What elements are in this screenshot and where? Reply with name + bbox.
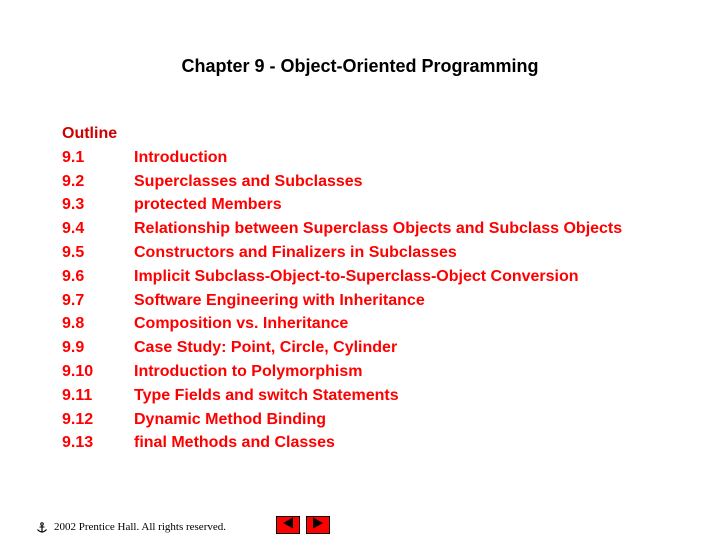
previous-slide-icon: [280, 516, 296, 534]
outline-item: [62, 265, 682, 289]
outline-item-number: 9.5: [62, 243, 85, 261]
outline-item-text: Type Fields and switch Statements: [134, 386, 399, 404]
outline-item-number: 9.7: [62, 291, 85, 309]
outline-item-number: 9.12: [62, 410, 94, 428]
outline-heading: Outline: [62, 125, 118, 142]
outline-item-number: 9.3: [62, 196, 85, 214]
outline-item: [62, 408, 682, 432]
outline-list: [62, 122, 682, 455]
outline-item: [62, 146, 682, 170]
outline-item-text: final Methods and Classes: [134, 434, 335, 452]
outline-item-text: Composition vs. Inheritance: [134, 315, 349, 333]
slide-title: Chapter 9 - Object-Oriented Programming: [181, 56, 539, 76]
outline-item-number: 9.4: [62, 220, 85, 238]
outline-item: [62, 170, 682, 194]
outline-item-number: 9.1: [62, 148, 85, 166]
next-slide-icon: [310, 516, 326, 534]
outline-item-text: Constructors and Finalizers in Subclasses: [134, 243, 457, 261]
outline-item-text: Introduction to Polymorphism: [134, 362, 363, 380]
outline-item-text: Case Study: Point, Circle, Cylinder: [134, 339, 398, 357]
outline-item: [62, 384, 682, 408]
previous-slide-button[interactable]: [276, 516, 300, 534]
outline-item: [62, 431, 682, 455]
outline-item-number: 9.9: [62, 339, 85, 357]
outline-item-number: 9.11: [62, 386, 93, 404]
outline-item: [62, 217, 682, 241]
outline-item-text: Superclasses and Subclasses: [134, 172, 363, 190]
outline-item-text: protected Members: [134, 196, 282, 214]
outline-item-number: 9.13: [62, 434, 94, 452]
outline-item: [62, 360, 682, 384]
outline-item-number: 9.6: [62, 267, 85, 285]
anchor-logo-icon: [36, 522, 48, 534]
outline-item-number: 9.10: [62, 362, 94, 380]
outline-item: [62, 312, 682, 336]
next-slide-button[interactable]: [306, 516, 330, 534]
outline-item: [62, 336, 682, 360]
outline-item: [62, 241, 682, 265]
copyright-text: 2002 Prentice Hall. All rights reserved.: [54, 521, 226, 533]
outline-item-text: Implicit Subclass-Object-to-Superclass-Object Conversion: [134, 267, 579, 285]
outline-item-text: Software Engineering with Inheritance: [134, 291, 425, 309]
outline-item-text: Dynamic Method Binding: [134, 410, 326, 428]
outline-item: [62, 289, 682, 313]
outline-item-text: Introduction: [134, 148, 228, 166]
outline-item-number: 9.8: [62, 315, 85, 333]
outline-item-number: 9.2: [62, 172, 85, 190]
copyright-footer: [36, 521, 226, 533]
outline-item: [62, 193, 682, 217]
outline-item-text: Relationship between Superclass Objects and Subclass Objects: [134, 220, 623, 238]
